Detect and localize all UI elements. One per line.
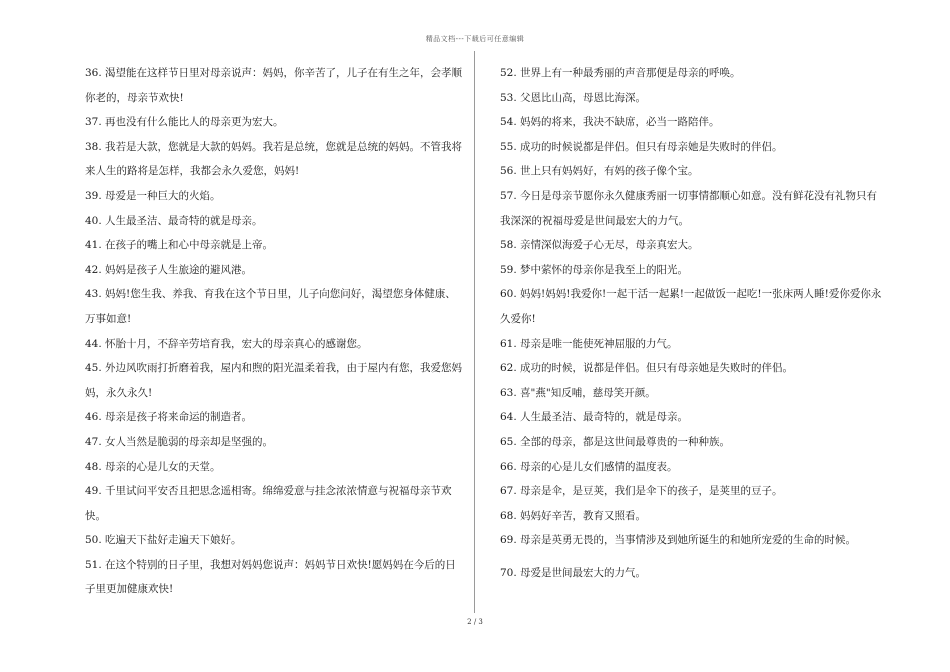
list-item-67: 67. 母亲是伞，是豆荚，我们是伞下的孩子，是荚里的豆子。 [500, 485, 783, 498]
list-item-46: 46. 母亲是孩子将来命运的制造者。 [85, 411, 253, 424]
list-item-59: 59. 梦中萦怀的母亲你是我至上的阳光。 [500, 263, 689, 276]
list-item-68: 68. 妈妈好辛苦，教育又照看。 [500, 509, 647, 522]
list-item-70: 70. 母爱是世间最宏大的力气。 [500, 566, 647, 579]
list-item-49: 49. 千里试问平安否且把思念遥相寄。绵绵爱意与挂念浓浓情意与祝福母亲节欢快。 [85, 485, 452, 522]
list-item-65: 65. 全部的母亲，都是这世间最尊贵的一种种族。 [500, 435, 731, 448]
list-item-52: 52. 世界上有一种最秀丽的声音那便是母亲的呼唤。 [500, 67, 741, 79]
list-item-39: 39. 母爱是一种巨大的火焰。 [85, 189, 221, 202]
list-item-47: 47. 女人当然是脆弱的母亲却是坚强的。 [85, 435, 274, 448]
list-item-62: 62. 成功的时候，说都是伴侣。但只有母亲她是失败时的伴侣。 [500, 362, 794, 375]
list-item-69: 69. 母亲是英勇无畏的，当事情涉及到她所诞生的和她所宠爱的生命的时候。 [500, 534, 857, 547]
list-item-53: 53. 父恩比山高，母恩比海深。 [500, 91, 647, 104]
list-item-66: 66. 母亲的心是儿女们感情的温度表。 [500, 460, 678, 473]
list-item-51: 51. 在这个特别的日子里，我想对妈妈您说声：妈妈节日欢快!愿妈妈在今后的日子里更加健康欢快! [85, 558, 456, 596]
list-item-50: 50. 吃遍天下盐好走遍天下娘好。 [85, 534, 242, 547]
right-column [500, 61, 884, 585]
list-item-54: 54. 妈妈的将来，我决不缺席，必当一路陪伴。 [500, 116, 720, 129]
left-column [85, 61, 463, 602]
list-item-37: 37. 再也没有什么能比人的母亲更为宏大。 [85, 116, 284, 129]
page-header: 精品文档---下载后可任意编辑 [425, 35, 525, 43]
list-item-40: 40. 人生最圣洁、最奇特的就是母亲。 [85, 214, 263, 227]
page-number: 2 / 3 [467, 618, 483, 626]
list-item-36: 36. 渴望能在这样节日里对母亲说声：妈妈，你辛苦了，儿子在有生之年，会孝顺你老的，母亲节欢快! [85, 67, 463, 104]
list-item-60: 60. 妈妈!妈妈!我爱你!一起干活一起累!一起做饭一起吃!一张床两人睡!爱你爱你永久爱你! [500, 288, 882, 325]
list-item-58: 58. 亲情深似海爱子心无尽，母亲真宏大。 [500, 239, 699, 252]
list-item-45: 45. 外边风吹雨打折磨着我，屋内和煦的阳光温柔着我，由于屋内有您，我爱您妈妈，永久永久! [85, 362, 463, 399]
list-item-55: 55. 成功的时候说都是伴侣。但只有母亲她是失败时的伴侣。 [500, 140, 783, 153]
column-divider [474, 51, 475, 613]
list-item-43: 43. 妈妈!您生我、养我、育我在这个节日里，儿子向您问好，渴望您身体健康、万事如意! [85, 288, 456, 325]
list-item-61: 61. 母亲是唯一能使死神屈服的力气。 [500, 337, 678, 350]
list-item-42: 42. 妈妈是孩子人生旅途的避风港。 [85, 263, 253, 276]
list-item-57: 57. 今日是母亲节愿你永久健康秀丽一切事情都顺心如意。没有鲜花没有礼物只有我深深的祝福母爱是世间最宏大的力气。 [500, 189, 878, 227]
list-item-48: 48. 母亲的心是儿女的天堂。 [85, 460, 221, 473]
list-item-44: 44. 怀胎十月，不辞辛劳培育我，宏大的母亲真心的感谢您。 [85, 337, 368, 350]
list-item-41: 41. 在孩子的嘴上和心中母亲就是上帝。 [85, 239, 274, 252]
list-item-63: 63. 喜"燕"知反哺，慈母笑开颜。 [500, 386, 656, 399]
list-item-56: 56. 世上只有妈妈好，有妈的孩子像个宝。 [500, 165, 699, 178]
list-item-64: 64. 人生最圣洁、最奇特的，就是母亲。 [500, 411, 689, 424]
list-item-38: 38. 我若是大款，您就是大款的妈妈。我若是总统，您就是总统的妈妈。不管我将来人生的路将是怎样，我都会永久爱您，妈妈! [85, 140, 463, 178]
